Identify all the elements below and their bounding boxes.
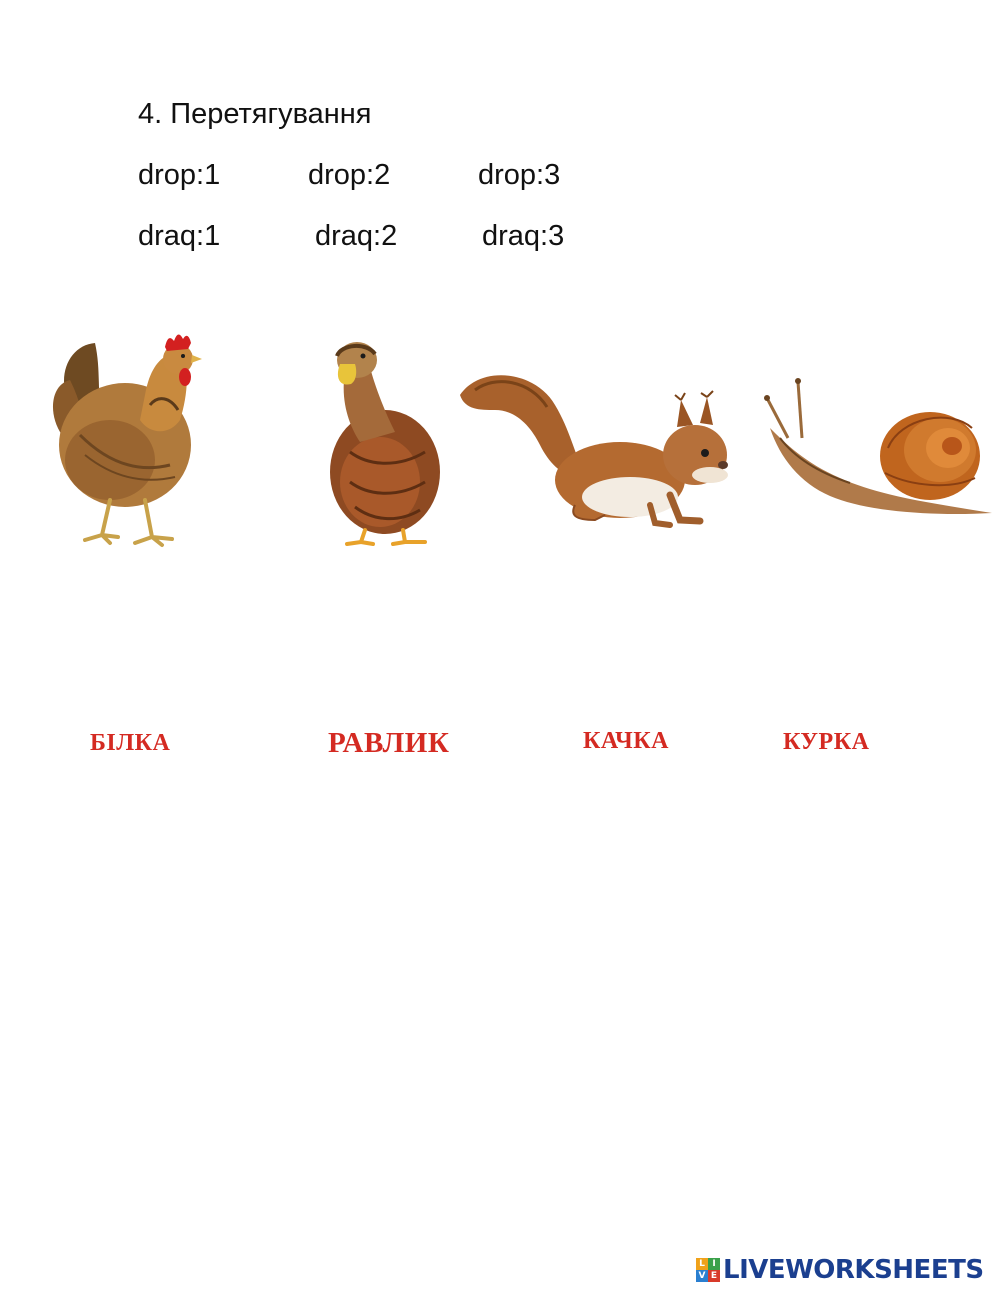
hen-image[interactable] [40,325,210,555]
drop-label-2: drop:2 [308,159,391,191]
drop-label-1: drop:1 [138,159,221,191]
drag-labels-row [0,218,1000,254]
liveworksheets-logo [696,1254,984,1286]
word-duck[interactable]: КАЧКА [583,728,669,754]
logo-letter-v: V [696,1270,708,1282]
word-snail[interactable]: РАВЛИК [328,727,450,759]
word-squirrel[interactable]: БІЛКА [90,730,171,756]
liveworksheets-icon [696,1258,720,1282]
drop-labels-row [0,157,1000,193]
drop-label-3: drop:3 [478,159,561,191]
duck-image[interactable] [275,332,445,550]
drag-label-3: draq:3 [482,220,565,252]
logo-letter-e: E [708,1270,720,1282]
drag-label-1: draq:1 [138,220,221,252]
liveworksheets-text: LIVEWORKSHEETS [723,1255,984,1285]
logo-letter-l: L [696,1258,708,1270]
squirrel-image[interactable] [455,365,735,533]
drag-label-2: draq:2 [315,220,398,252]
snail-image[interactable] [760,378,995,518]
word-hen[interactable]: КУРКА [783,729,870,755]
logo-letter-i: I [708,1258,720,1270]
task-title: 4. Перетягування [138,98,372,130]
